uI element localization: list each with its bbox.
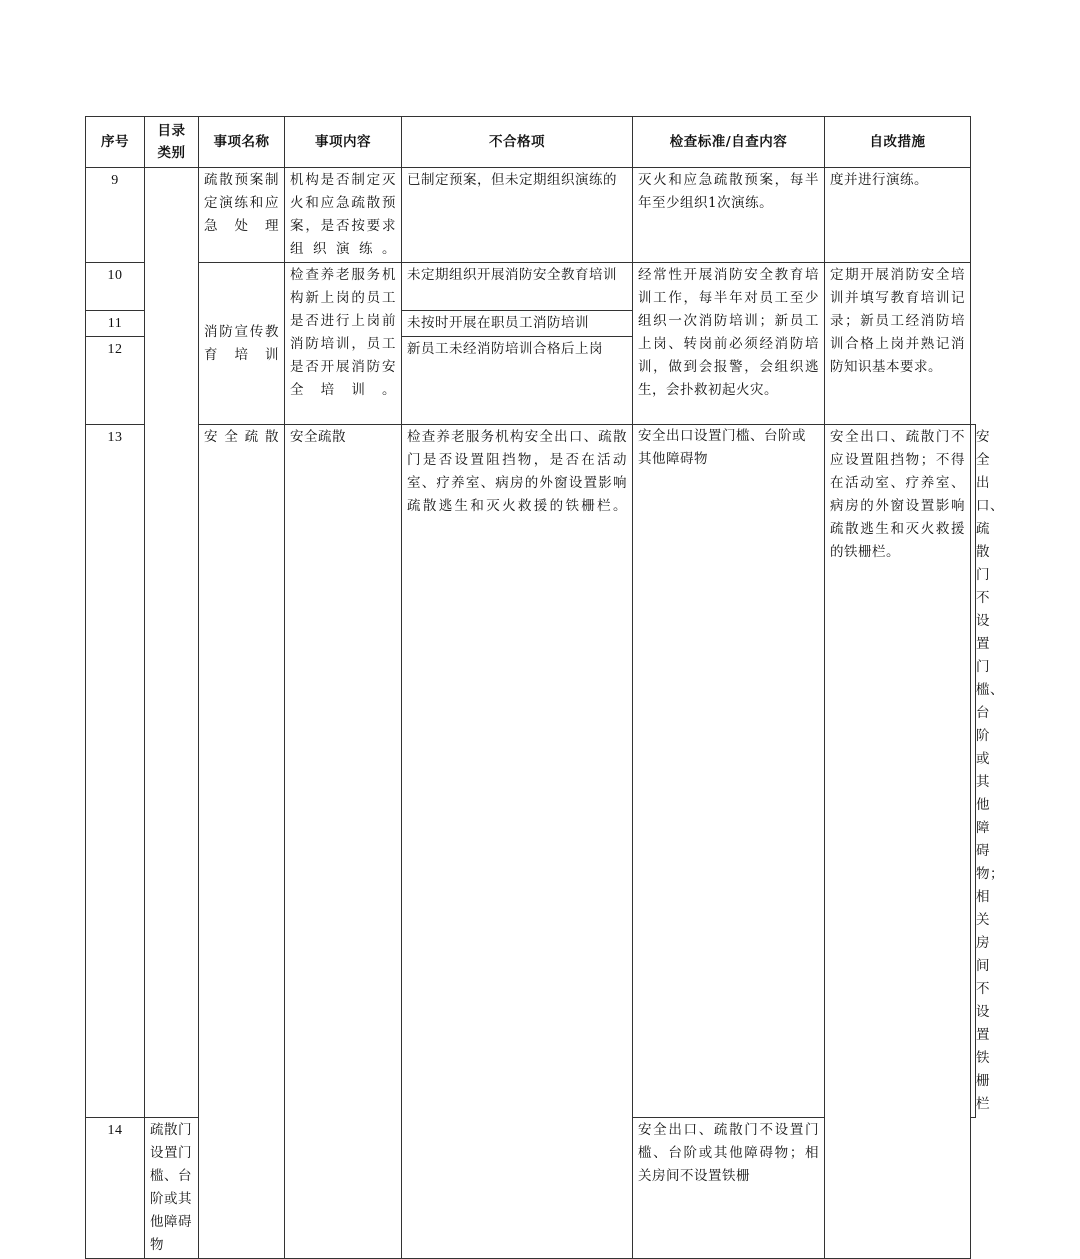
standard-cell: 灭火和应急疏散预案，每半年至少组织1次演练。 (633, 168, 825, 263)
inspection-table (85, 116, 1004, 1259)
nonconformity-cell: 未定期组织开展消防安全教育培训 (402, 263, 633, 311)
nonconformity-cell: 新员工未经消防培训合格后上岗 (402, 337, 633, 425)
rectification-cell: 定期开展消防安全培训并填写教育培训记录；新员工经消防培训合格上岗并熟记消防知识基本要求。 (825, 263, 971, 425)
standard-cell: 经常性开展消防安全教育培训工作，每半年对员工至少组织一次消防培训；新员工上岗、转岗前必须经消防培训，做到会报警，会组织逃生，会扑救初起火灾。 (633, 263, 825, 425)
category-cell (145, 168, 199, 1118)
header-category: 目录类别 (145, 117, 199, 168)
header-standard: 检查标准/自查内容 (633, 117, 825, 168)
item-content-cell: 检查养老服务机构新上岗的员工是否进行上岗前消防培训，员工是否开展消防安全培训。 (285, 263, 402, 425)
header-item-name: 事项名称 (199, 117, 285, 168)
seq-cell: 11 (86, 311, 145, 337)
seq-cell: 10 (86, 263, 145, 311)
item-name-cell: 消防宣传教育培训 (199, 263, 285, 425)
header-item-content: 事项内容 (285, 117, 402, 168)
item-content-cell: 检查养老服务机构安全出口、疏散门是否设置阻挡物，是否在活动室、疗养室、病房的外窗设置影响疏散逃生和灭火救援的铁栅栏。 (402, 425, 633, 1259)
nonconformity-cell: 未按时开展在职员工消防培训 (402, 311, 633, 337)
seq-cell: 9 (86, 168, 145, 263)
nonconformity-cell: 安全出口设置门槛、台阶或其他障碍物 (633, 425, 825, 1118)
table-row (86, 425, 976, 1118)
rectification-cell: 安全出口、疏散门不设置门槛、台阶或其他障碍物；相关房间不设置铁栅 (633, 1118, 825, 1259)
table-row (86, 168, 976, 263)
standard-cell: 安全出口、疏散门不应设置阻挡物；不得在活动室、疗养室、病房的外窗设置影响疏散逃生和灭火救援的铁栅栏。 (825, 425, 971, 1259)
seq-cell: 12 (86, 337, 145, 425)
rectification-cell: 安全出口、疏散门不设置门槛、台阶或其他障碍物；相关房间不设置铁栅栏 (971, 425, 976, 1118)
seq-cell: 13 (86, 425, 145, 1118)
header-row (86, 117, 976, 168)
nonconformity-cell: 疏散门设置门槛、台阶或其他障碍物 (145, 1118, 199, 1259)
nonconformity-cell: 已制定预案，但未定期组织演练的 (402, 168, 633, 263)
header-nonconformity: 不合格项 (402, 117, 633, 168)
item-name-cell: 疏散预案制定演练和应急处理 (199, 168, 285, 263)
item-content-cell: 机构是否制定灭火和应急疏散预案，是否按要求组织演练。 (285, 168, 402, 263)
header-seq: 序号 (86, 117, 145, 168)
table-row (86, 263, 976, 311)
item-name-cell: 安全疏散 (285, 425, 402, 1259)
header-rectification: 自改措施 (825, 117, 971, 168)
category-cell: 安全疏散 (199, 425, 285, 1259)
rectification-cell: 度并进行演练。 (825, 168, 971, 263)
seq-cell: 14 (86, 1118, 145, 1259)
